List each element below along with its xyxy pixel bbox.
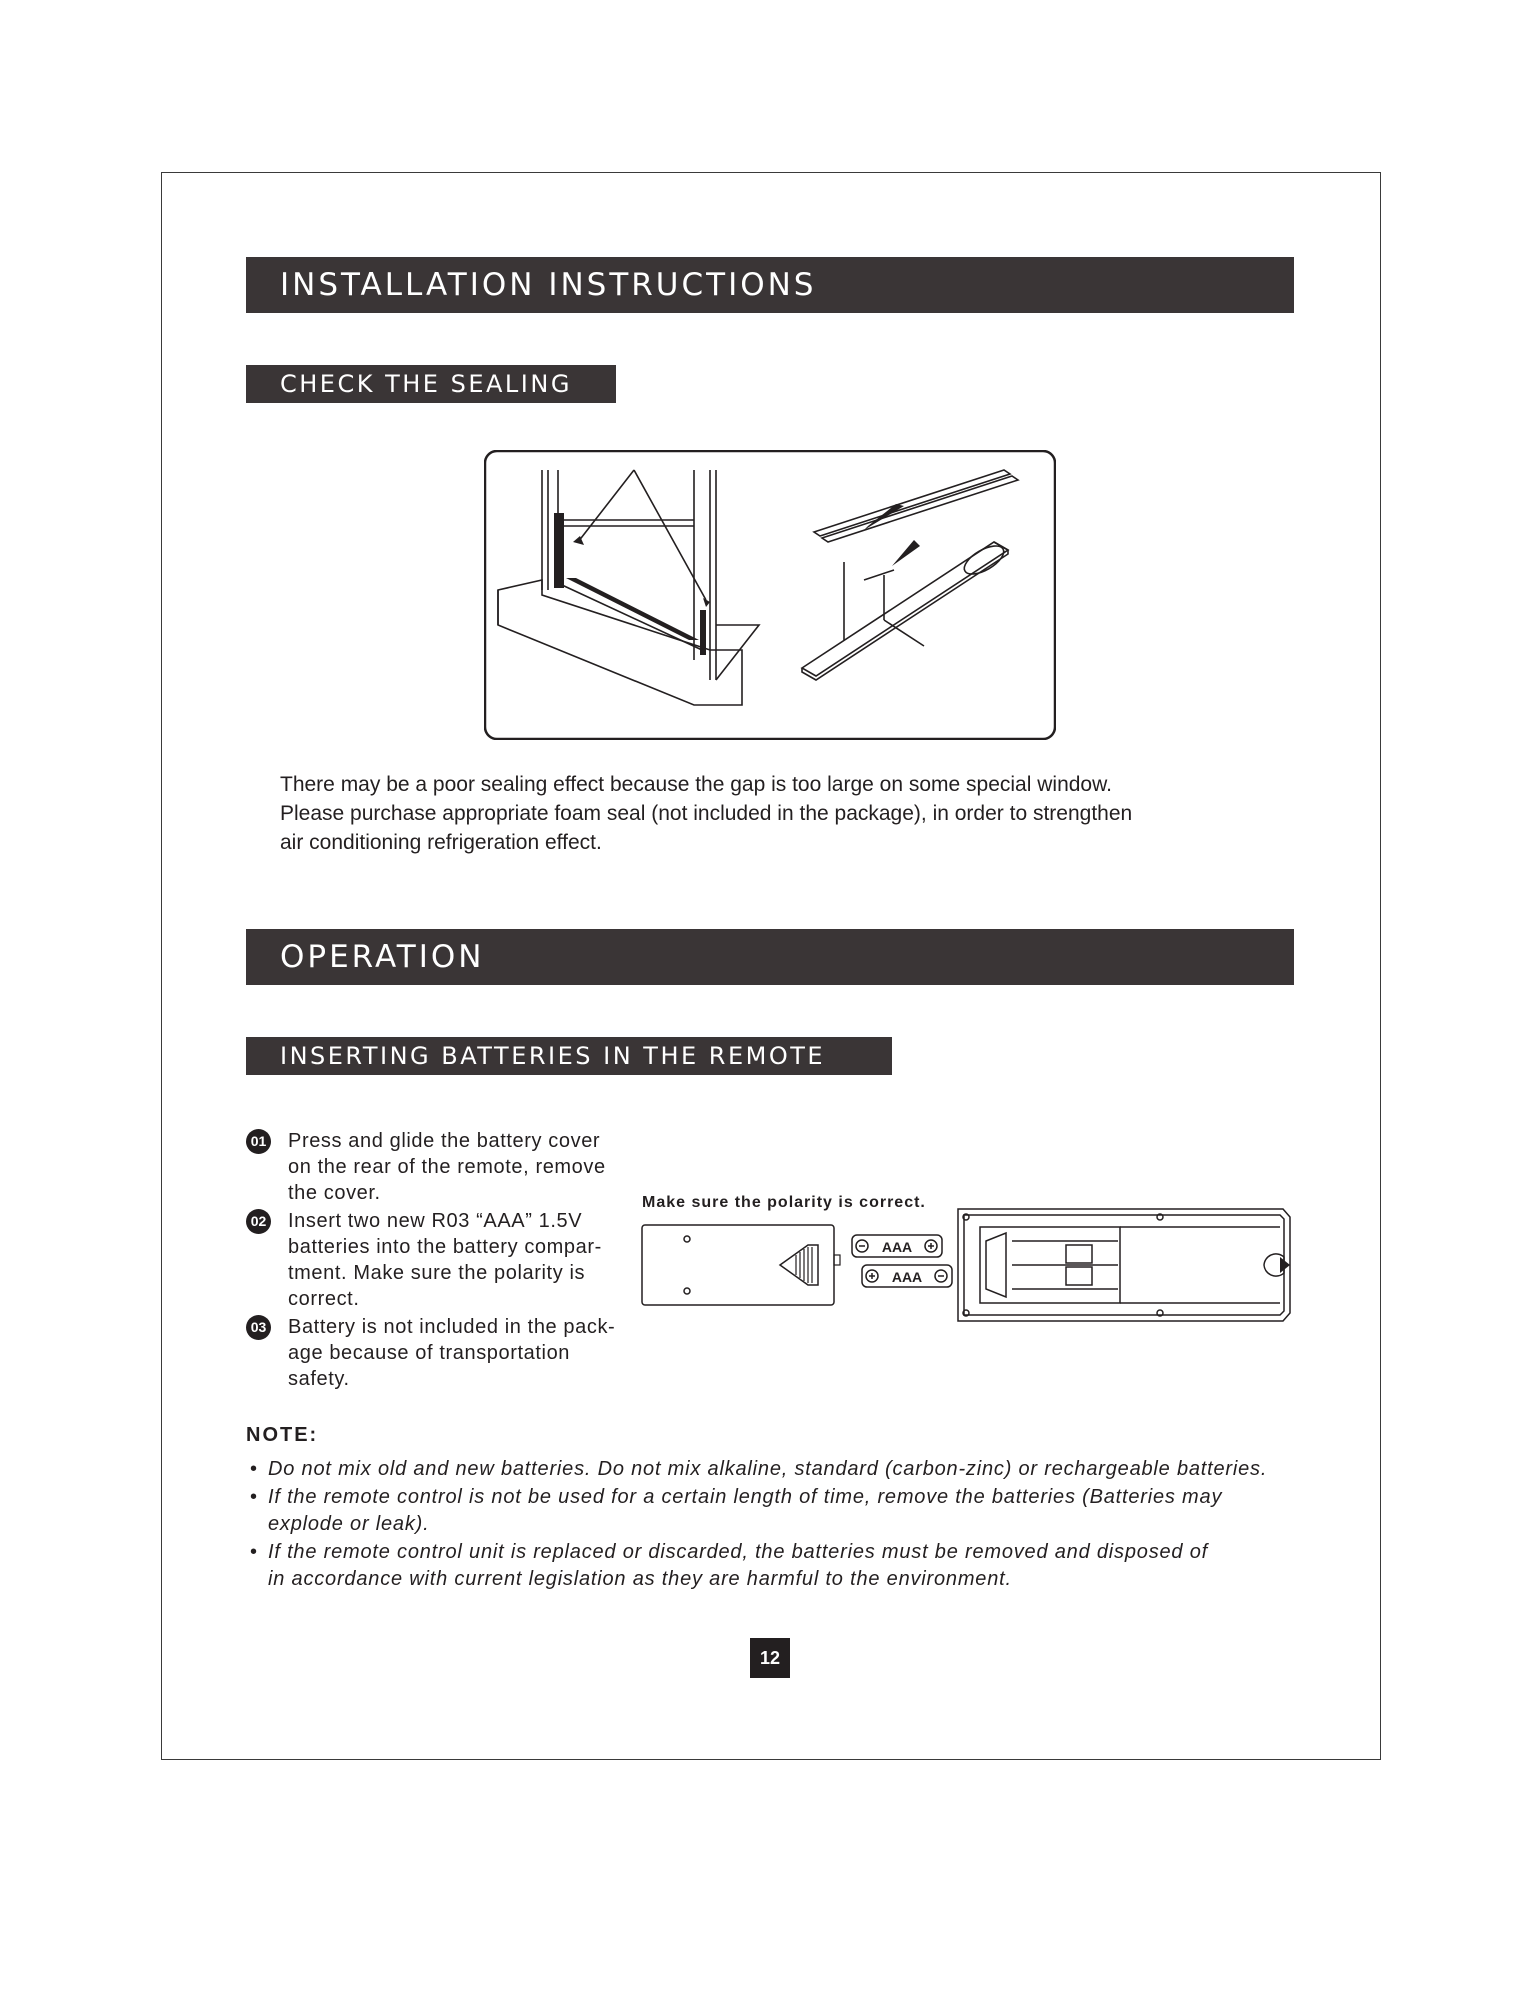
note-item — [250, 1456, 1310, 1483]
battery-steps-list — [246, 1128, 626, 1394]
bullet-icon: • — [250, 1486, 258, 1508]
step-text: Battery is not included in the pack- — [288, 1316, 616, 1338]
step-item — [246, 1128, 626, 1206]
operation-header: OPERATION — [246, 929, 1294, 985]
window-frame-drawing — [498, 470, 759, 705]
note-text: explode or leak). — [268, 1513, 430, 1535]
arrow-icon — [892, 540, 920, 566]
note-text: If the remote control is not be used for a certain length of time, remove the batteries (Batteries may — [268, 1486, 1223, 1508]
inserting-batteries-header: INSERTING BATTERIES IN THE REMOTE — [246, 1037, 892, 1075]
step-text: correct. — [288, 1288, 360, 1310]
step-text: on the rear of the remote, remove — [288, 1156, 606, 1178]
battery-label: AAA — [891, 1269, 923, 1285]
note-item — [250, 1484, 1310, 1538]
bullet-icon: • — [250, 1541, 258, 1563]
remote-battery-illustration — [640, 1205, 1295, 1325]
step-text: safety. — [288, 1368, 350, 1390]
step-number-badge: 03 — [246, 1315, 271, 1340]
check-sealing-header: CHECK THE SEALING — [246, 365, 616, 403]
polarity-caption: Make sure the polarity is correct. — [642, 1194, 926, 1211]
step-item — [246, 1314, 626, 1392]
page-number: 12 — [750, 1638, 790, 1678]
note-text: Do not mix old and new batteries. Do not mix alkaline, standard (carbon-zinc) or rechargeable batteries. — [268, 1458, 1268, 1480]
paragraph-line: Please purchase appropriate foam seal (not included in the package), in order to strengthen — [280, 802, 1133, 825]
sealing-paragraph — [280, 770, 1280, 857]
step-number-badge: 02 — [246, 1209, 271, 1234]
remote-back-drawing — [958, 1209, 1290, 1321]
step-text: the cover. — [288, 1182, 381, 1204]
note-text: If the remote control unit is replaced or discarded, the batteries must be removed and disposed of — [268, 1541, 1208, 1563]
battery-label: AAA — [881, 1239, 913, 1255]
paragraph-line: There may be a poor sealing effect because the gap is too large on some special window. — [280, 773, 1112, 796]
note-text: in accordance with current legislation as they are harmful to the environment. — [268, 1568, 1012, 1590]
window-seal-illustration — [484, 450, 1056, 740]
step-number-badge: 01 — [246, 1129, 271, 1154]
note-title: NOTE: — [246, 1424, 319, 1446]
step-text: Insert two new R03 “AAA” 1.5V — [288, 1210, 583, 1232]
installation-instructions-header: INSTALLATION INSTRUCTIONS — [246, 257, 1294, 313]
step-text: tment. Make sure the polarity is — [288, 1262, 586, 1284]
step-text: age because of transportation — [288, 1342, 571, 1364]
step-text: Press and glide the battery cover — [288, 1130, 601, 1152]
paragraph-line: air conditioning refrigeration effect. — [280, 831, 602, 854]
step-text: batteries into the battery compar- — [288, 1236, 602, 1258]
notes-list — [250, 1456, 1310, 1594]
foam-seal-strips — [554, 513, 710, 655]
step-item — [246, 1208, 626, 1312]
battery-cover-drawing — [642, 1225, 834, 1305]
note-item — [250, 1539, 1310, 1593]
window-slider-drawing — [802, 470, 1018, 680]
bullet-icon: • — [250, 1458, 258, 1480]
